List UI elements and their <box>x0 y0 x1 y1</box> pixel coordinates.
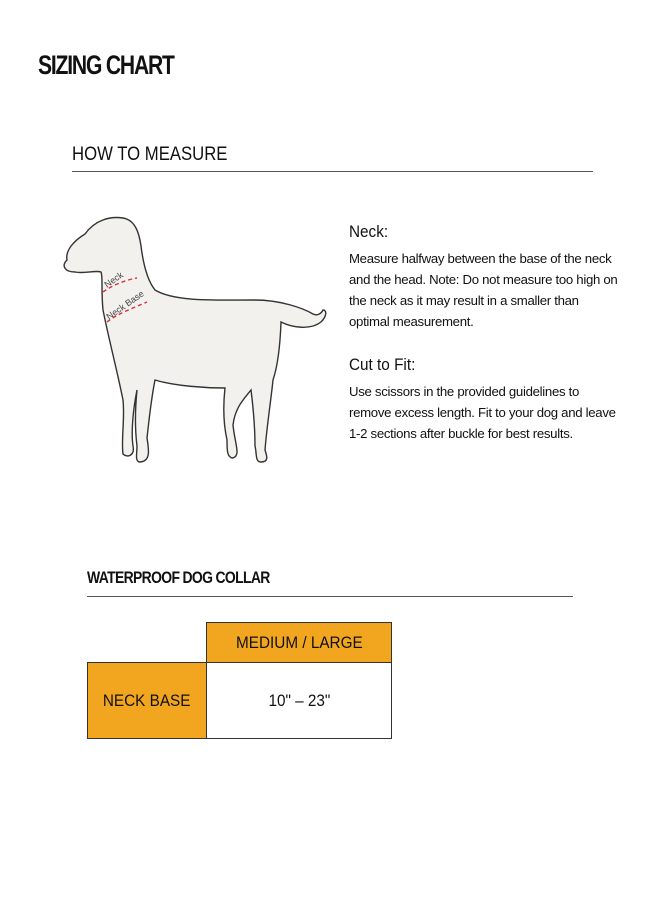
dog-silhouette-illustration <box>55 210 335 475</box>
product-heading: WATERPROOF DOG COLLAR <box>87 568 270 587</box>
size-column-header-text: MEDIUM / LARGE <box>235 632 363 652</box>
section-divider <box>72 171 593 172</box>
neck-base-row-label-text: NECK BASE <box>103 690 191 710</box>
dog-body-shape <box>64 218 326 462</box>
neck-text: Measure halfway between the base of the neck and the head. Note: Do not measure too high on the neck as it may result in a smaller than optimal measurement. <box>349 251 618 329</box>
cut-instructions <box>349 355 619 444</box>
neck-title: Neck: <box>349 222 389 241</box>
neck-label: Neck <box>102 269 125 290</box>
neck-instructions <box>349 222 619 332</box>
neck-base-row-label <box>87 662 207 739</box>
product-divider <box>87 596 573 597</box>
cut-text: Use scissors in the provided guidelines to remove excess length. Fit to your dog and leave 1-2 sections after buckle for best results. <box>349 384 616 441</box>
page-title: SIZING CHART <box>38 50 174 80</box>
neck-base-label: Neck Base <box>104 288 146 322</box>
size-column-header <box>206 622 392 663</box>
neck-base-size-value-text: 10" – 23" <box>268 690 330 710</box>
section-heading: HOW TO MEASURE <box>72 144 228 165</box>
neck-base-size-value <box>206 662 392 739</box>
cut-title: Cut to Fit: <box>349 355 416 374</box>
